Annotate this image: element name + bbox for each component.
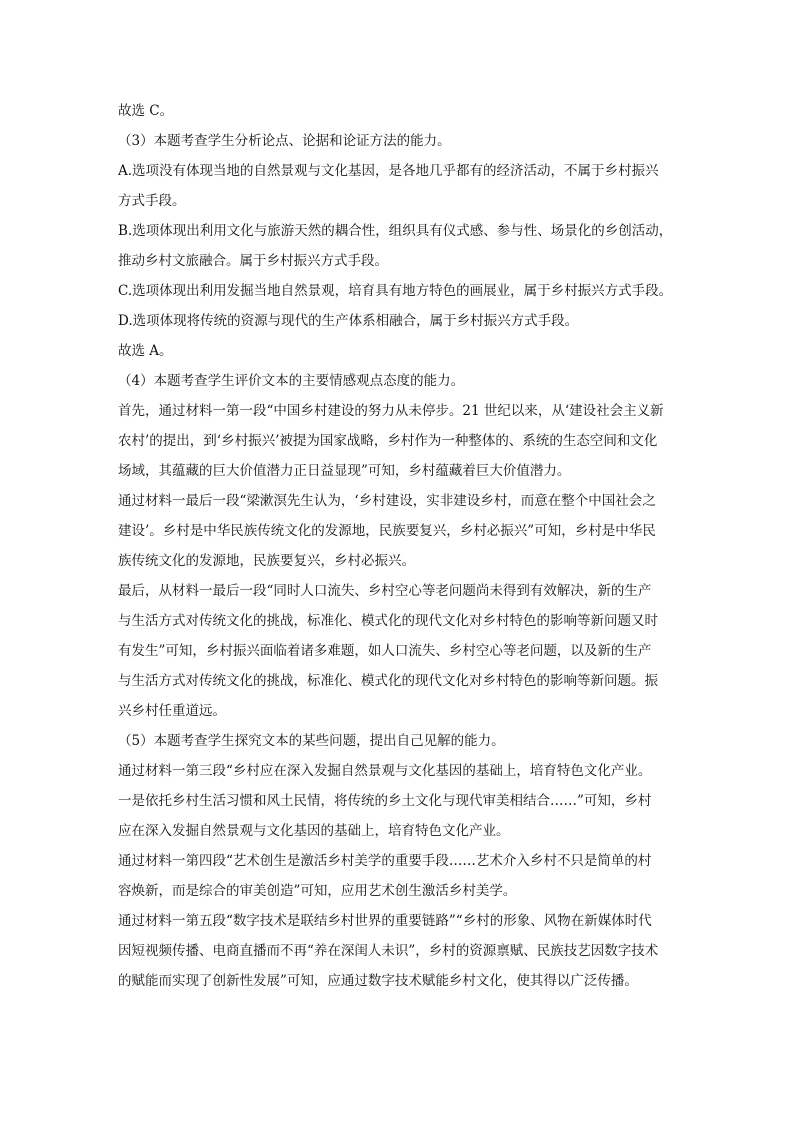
text-line: 与生活方式对传统文化的挑战，标准化、模式化的现代文化对乡村特色的影响等新问题。振 bbox=[118, 673, 658, 689]
text-line: D.选项体现将传统的资源与现代的生产体系相融合，属于乡村振兴方式手段。 bbox=[118, 313, 579, 329]
text-line: 方式手段。 bbox=[118, 193, 186, 209]
text-line: 应在深入发掘自然景观与文化基因的基础上，培育特色文化产业。 bbox=[118, 823, 510, 839]
text-line: 首先，通过材料一第一段“中国乡村建设的努力从未停步。21 世纪以来，从‘建设社会主义新 bbox=[118, 403, 664, 419]
text-line: A.选项没有体现当地的自然景观与文化基因，是各地几乎都有的经济活动，不属于乡村振兴 bbox=[118, 163, 659, 179]
text-line: B.选项体现出利用文化与旅游天然的耦合性，组织具有仪式感、参与性、场景化的乡创活动， bbox=[118, 223, 673, 239]
text-line: 兴乡村任重道远。 bbox=[118, 703, 226, 719]
text-line: 通过材料一最后一段“梁漱溟先生认为，‘乡村建设，实非建设乡村，而意在整个中国社会之 bbox=[118, 493, 656, 509]
text-line: 容焕新，而是综合的审美创造”可知，应用艺术创生激活乡村美学。 bbox=[118, 883, 517, 899]
text-line: （3）本题考查学生分析论点、论据和论证方法的能力。 bbox=[118, 133, 451, 149]
text-line: 与生活方式对传统文化的挑战，标准化、模式化的现代文化对乡村特色的影响等新问题又时 bbox=[118, 613, 658, 629]
text-line: 故选 A。 bbox=[118, 343, 173, 359]
text-line: 因短视频传播、电商直播而不再“养在深闺人未识”，乡村的资源禀赋、民族技艺因数字技术 bbox=[118, 943, 659, 959]
text-line: 故选 C。 bbox=[118, 103, 174, 119]
text-line: 通过材料一第三段“乡村应在深入发掘自然景观与文化基因的基础上，培育特色文化产业。 bbox=[118, 763, 652, 779]
text-line: 通过材料一第五段“数字技术是联结乡村世界的重要链路”“乡村的形象、风物在新媒体时代 bbox=[118, 913, 652, 929]
text-line: 一是依托乡村生活习惯和风土民情，将传统的乡土文化与现代审美相结合……”可知，乡村 bbox=[118, 793, 652, 809]
text-line: 推动乡村文旅融合。属于乡村振兴方式手段。 bbox=[118, 253, 388, 269]
text-line: 族传统文化的发源地，民族要复兴，乡村必振兴。 bbox=[118, 553, 415, 569]
text-line: 通过材料一第四段“艺术创生是激活乡村美学的重要手段……艺术介入乡村不只是简单的村 bbox=[118, 853, 652, 869]
answer-explanation-text bbox=[118, 96, 688, 996]
text-line: 农村’的提出，到‘乡村振兴’被提为国家战略，乡村作为一种整体的、系统的生态空间和文化 bbox=[118, 433, 658, 449]
text-line: 有发生”可知，乡村振兴面临着诸多难题，如人口流失、乡村空心等老问题，以及新的生产 bbox=[118, 643, 652, 659]
text-line: 的赋能而实现了创新性发展”可知，应通过数字技术赋能乡村文化，使其得以广泛传播。 bbox=[118, 973, 638, 989]
text-line: 建设’。乡村是中华民族传统文化的发源地，民族要复兴，乡村必振兴”可知，乡村是中华民 bbox=[118, 523, 656, 539]
text-line: C.选项体现出利用发掘当地自然景观，培育具有地方特色的画展业，属于乡村振兴方式手段。 bbox=[118, 283, 673, 299]
text-line: （5）本题考查学生探究文本的某些问题，提出自己见解的能力。 bbox=[118, 733, 505, 749]
text-line: （4）本题考查学生评价文本的主要情感观点态度的能力。 bbox=[118, 373, 465, 389]
text-line: 场域，其蕴藏的巨大价值潜力正日益显现”可知，乡村蕴藏着巨大价值潜力。 bbox=[118, 463, 571, 479]
text-line: 最后，从材料一最后一段“同时人口流失、乡村空心等老问题尚未得到有效解决，新的生产 bbox=[118, 583, 652, 599]
